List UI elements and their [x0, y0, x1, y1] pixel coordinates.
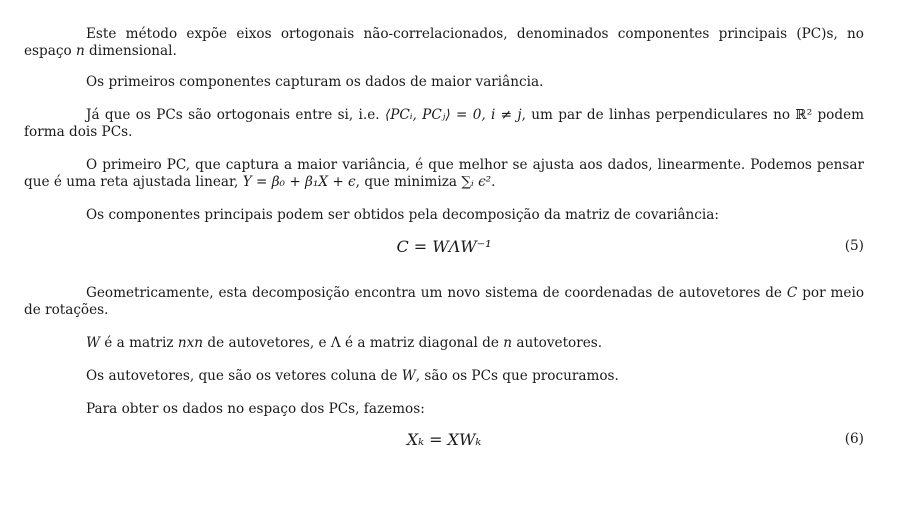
text: Os autovetores, que são os vetores coluna de	[86, 368, 402, 384]
math-var-c: C	[786, 285, 798, 301]
text: dimensional.	[84, 43, 177, 59]
paragraph-first-components: Os primeiros componentes capturam os dados de maior variância.	[86, 74, 544, 90]
text: autovetores.	[512, 335, 603, 351]
equation-5-formula: C = WΛW⁻¹	[396, 237, 492, 256]
text: de autovetores, e	[203, 335, 331, 351]
text: .	[491, 174, 496, 190]
paragraph-decomposition: Os componentes principais podem ser obtidos pela decomposição da matriz de covariância:	[86, 207, 719, 223]
math-linear-model: Y = β₀ + β₁X + ϵ	[242, 174, 356, 190]
paragraph-matrix-w	[24, 335, 864, 352]
equation-5-number: (5)	[844, 238, 864, 254]
paragraph-projection: Para obter os dados no espaço dos PCs, fazemos:	[86, 401, 425, 417]
math-var-nxn: nxn	[177, 335, 204, 351]
math-var-n: n	[75, 43, 85, 59]
paragraph-eigenvectors	[24, 368, 864, 385]
document-body	[24, 26, 864, 454]
text: por meio de rotações.	[24, 285, 864, 318]
math-var-n: n	[503, 335, 513, 351]
text: é a matriz diagonal de	[340, 335, 504, 351]
math-var-lambda: Λ	[330, 335, 341, 351]
text: , que minimiza	[355, 174, 462, 190]
math-inner-product: ⟨PCᵢ, PCⱼ⟩ = 0, i ≠ j	[384, 107, 522, 123]
math-var-w: W	[401, 368, 416, 384]
text: Geometricamente, esta decomposição encontra um novo sistema de coordenadas de autovetores de	[86, 285, 787, 301]
text: O primeiro PC, que captura a maior variância, é que melhor se ajusta aos dados, linearmente. Podemos pensar que é uma reta ajustada linear,	[24, 157, 864, 190]
math-var-w: W	[86, 335, 100, 351]
text: é a matriz	[99, 335, 178, 351]
text: , são os PCs que procuramos.	[415, 368, 619, 384]
paragraph-geometry	[24, 285, 864, 319]
text: Este método expõe eixos ortogonais não-correlacionados, denominados componentes principais (PC)s, no espaço	[24, 26, 864, 59]
text: Já que os PCs são ortogonais entre si, i.e.	[86, 107, 385, 123]
equation-6	[24, 428, 864, 454]
math-real-space: ℝ²	[795, 107, 813, 123]
paragraph-orthogonality	[24, 107, 864, 141]
equation-6-formula: Xₖ = XWₖ	[406, 430, 482, 449]
equation-6-number: (6)	[844, 431, 864, 447]
text: , um par de linhas perpendiculares no	[521, 107, 796, 123]
text: podem forma dois PCs.	[24, 107, 865, 140]
paragraph-first-pc	[24, 157, 864, 191]
equation-5	[24, 235, 864, 261]
paragraph-pca-intro	[24, 26, 864, 60]
math-sum-errors: ∑ᵢ ϵ²	[461, 174, 492, 190]
